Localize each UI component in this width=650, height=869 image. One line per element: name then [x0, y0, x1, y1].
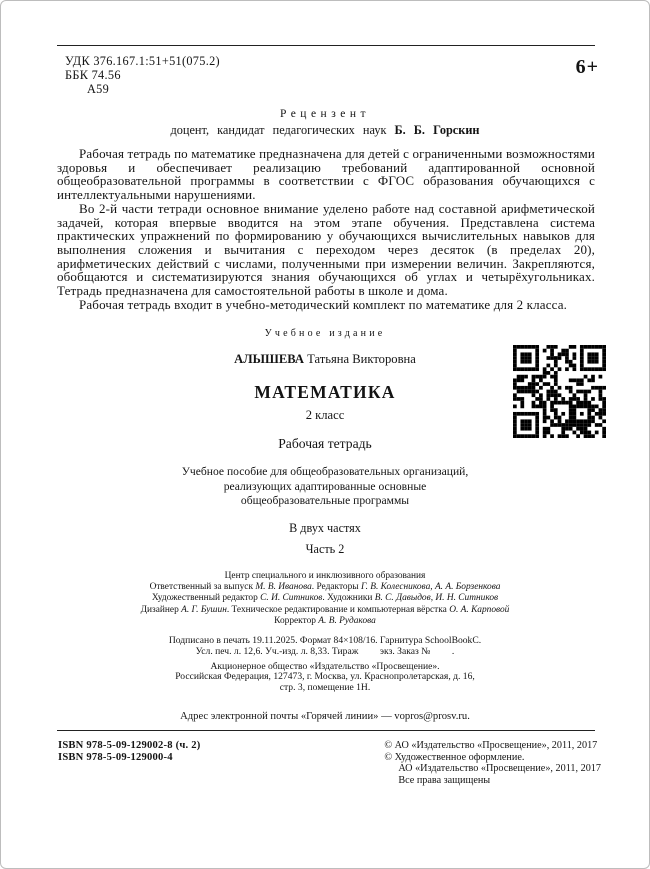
reviewer-name: Б. Б. Горскин [394, 123, 480, 137]
print-line-2: Усл. печ. л. 12,6. Уч.-изд. л. 8,33. Тираж экз. Заказ № . [195, 645, 455, 657]
credits-person: В. С. Давыдов, И. Н. Ситников [374, 593, 499, 604]
reviewer-heading: Рецензент [279, 108, 371, 120]
credits-line-3 [1, 605, 649, 616]
udk-code: УДК 376.167.1:51+51(075.2) [65, 54, 220, 68]
footer-row [58, 740, 601, 786]
book-title: МАТЕМАТИКА [254, 382, 396, 403]
credits-role: . Редакторы [311, 582, 361, 593]
audience-line-3: общеобразовательные программы [240, 493, 410, 507]
parts-note: В двух частях [289, 521, 361, 536]
print-line-1: Подписано в печать 19.11.2025. Формат 84×108/16. Гарнитура SchoolBookC. [168, 635, 482, 647]
qr-code-image [513, 345, 606, 438]
annotation-paragraph-1: Рабочая тетрадь по математике предназначена для детей с ограниченными возможностями здоровья и обеспечивает реализацию требований адаптированной основной общеобразовательной программы в соответствии с ФГОС образования обучающихся с интеллектуальными нарушениями. [57, 146, 596, 203]
credits-person: С. И. Ситников [260, 593, 323, 604]
credits-person: О. А. Карповой [449, 604, 510, 615]
publisher-name: Акционерное общество «Издательство «Просвещение». [210, 660, 440, 672]
credits-role: Корректор [274, 615, 319, 626]
print-info-block [1, 636, 649, 694]
copyright-block [384, 740, 601, 786]
reviewer-title: доцент, кандидат педагогических наук [170, 123, 395, 137]
credits-person: Г. В. Колесникова, А. А. Борзенкова [360, 582, 501, 593]
top-divider [57, 45, 595, 46]
audience-description [1, 465, 649, 508]
credits-line-1 [1, 582, 649, 593]
credits-person: А. Г. Бушин [181, 604, 227, 615]
credits-person: А. В. Рудакова [318, 615, 376, 626]
qr-code [513, 345, 606, 438]
hotline-email-line: Адрес электронной почты «Горячей линии» — vopros@prosv.ru. [180, 711, 470, 723]
credits-role: . Художники [322, 593, 375, 604]
reviewer-line [1, 123, 649, 138]
classification-codes [65, 54, 220, 96]
credits-center-name: Центр специального и инклюзивного образования [224, 571, 426, 582]
author-sign: А59 [87, 82, 110, 96]
credits-role: Дизайнер [140, 604, 182, 615]
copyright-line-3: АО «Издательство «Просвещение», 2011, 2017 [398, 763, 601, 775]
credits-role: . Техническое редактирование и компьютерная вёрстка [226, 604, 450, 615]
publisher-address-2: стр. 3, помещение 1Н. [279, 682, 371, 694]
credits-role: Ответственный за выпуск [149, 582, 256, 593]
part-number: Часть 2 [305, 542, 345, 557]
header-row [65, 54, 599, 96]
author-surname: АЛЫШЕВА [234, 352, 304, 367]
copyright-line-2: © Художественное оформление. [384, 751, 525, 763]
isbn-part-2: ISBN 978-5-09-129002-8 (ч. 2) [58, 740, 201, 751]
credits-block [1, 571, 649, 627]
copyright-line-1: © АО «Издательство «Просвещение», 2011, 2017 [384, 740, 598, 751]
grade-line: 2 класс [305, 408, 345, 423]
edition-type-label: Учебное издание [264, 328, 386, 340]
author-given-name: Татьяна Викторовна [303, 352, 416, 367]
annotation-block [57, 147, 595, 311]
isbn-block [58, 740, 200, 764]
audience-line-2: реализующих адаптированные основные [223, 479, 427, 493]
credits-person: М. В. Иванова [255, 582, 312, 593]
audience-line-1: Учебное пособие для общеобразовательных организаций, [181, 465, 469, 479]
credits-line-2 [1, 593, 649, 604]
copyright-line-4: Все права защищены [398, 774, 491, 786]
book-subtitle: Рабочая тетрадь [278, 436, 372, 452]
bbk-code: ББК 74.56 [65, 68, 121, 82]
reviewer-section [1, 108, 649, 138]
credits-line-4 [1, 616, 649, 627]
bottom-divider [57, 730, 595, 731]
isbn-whole: ISBN 978-5-09-129000-4 [58, 752, 173, 763]
annotation-paragraph-2: Во 2-й части тетради основное внимание уделено работе над составной арифметической задачей, которая впервые вводится на этом этапе обучения. Представлена система практических упражнений по формированию у обучающихся вычислительных навыков для выполнения сложения и вычитания с переходом через десяток (в пределах 20), арифметических действий с числами, полученными при измерении величин. Закрепляются, обобщаются и систематизируются знания обучающихся об углах и четырёхугольниках. Тетрадь предназначена для самостоятельной работы в школе и дома. [57, 200, 595, 299]
annotation-paragraph-3: Рабочая тетрадь входит в учебно-методический комплект по математике для 2 класса. [79, 296, 568, 312]
credits-role: Художественный редактор [151, 593, 261, 604]
publisher-address-1: Российская Федерация, 127473, г. Москва, ул. Краснопролетарская, д. 16, [175, 671, 475, 683]
age-rating-badge: 6+ [575, 56, 599, 78]
